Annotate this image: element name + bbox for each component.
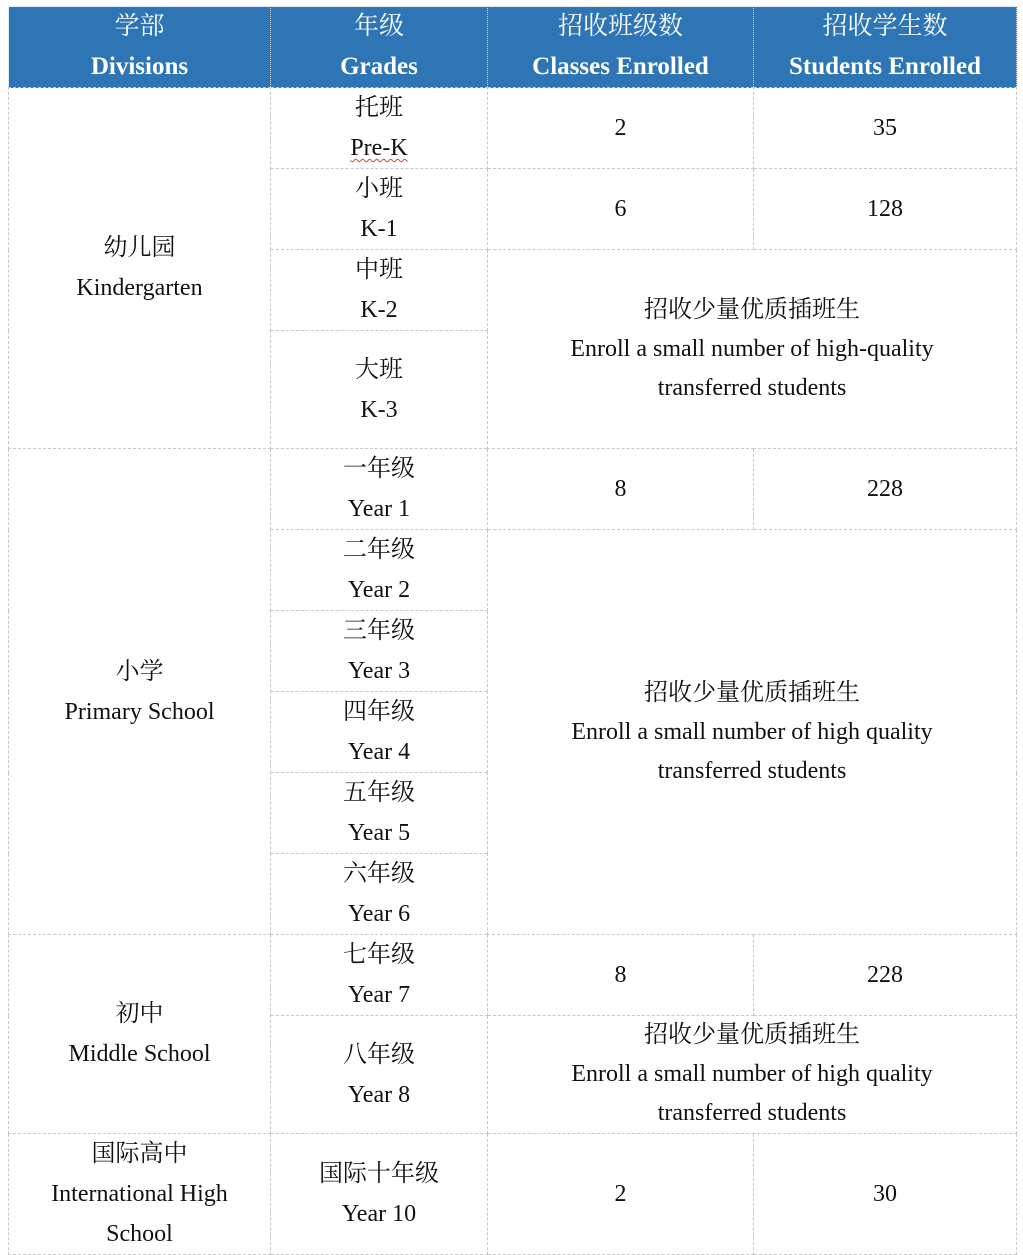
grade-zh: 六年级	[343, 861, 415, 887]
classes-cell: 6	[488, 169, 754, 250]
grade-cell	[271, 692, 488, 773]
grade-zh: 七年级	[343, 942, 415, 968]
grade-cell	[271, 854, 488, 935]
table-row	[9, 449, 1017, 530]
grade-zh: 国际十年级	[319, 1161, 439, 1187]
grade-en: Year 7	[347, 982, 411, 1008]
header-students	[754, 7, 1017, 88]
grade-cell	[271, 1134, 488, 1255]
transfer-note-cell	[488, 250, 1017, 449]
classes-cell: 8	[488, 935, 754, 1016]
note-zh: 招收少量优质插班生	[644, 296, 860, 323]
enrollment-table	[8, 6, 1017, 1255]
grade-zh: 四年级	[343, 699, 415, 725]
header-division	[9, 7, 271, 88]
students-cell: 128	[754, 169, 1017, 250]
note-en-line1: Enroll a small number of high quality	[571, 718, 933, 745]
division-zh: 幼儿园	[103, 235, 176, 261]
division-en: Kindergarten	[76, 275, 203, 301]
grade-en: K-2	[360, 297, 398, 323]
grade-zh: 大班	[355, 356, 403, 383]
grade-en: Year 8	[347, 1081, 411, 1108]
division-en: Middle School	[68, 1041, 211, 1067]
division-en-line2: School	[106, 1221, 173, 1247]
division-international-high-school	[9, 1134, 271, 1255]
classes-cell: 2	[488, 1134, 754, 1255]
grade-en: K-1	[360, 216, 398, 242]
header-classes	[488, 7, 754, 88]
grade-zh: 五年级	[343, 780, 415, 806]
header-students-en: Students Enrolled	[789, 53, 981, 80]
grade-cell	[271, 169, 488, 250]
grade-cell	[271, 449, 488, 530]
header-division-en: Divisions	[90, 53, 189, 80]
grade-cell	[271, 331, 488, 449]
grade-en-spellcheck: Pre-K	[350, 135, 408, 161]
table-row	[9, 88, 1017, 169]
note-en-line2: transferred students	[657, 757, 847, 784]
note-en-line1: Enroll a small number of high-quality	[570, 335, 934, 362]
grade-en: Year 3	[347, 658, 411, 684]
division-primary-school	[9, 449, 271, 935]
grade-en: Year 2	[347, 577, 411, 603]
students-cell: 228	[754, 449, 1017, 530]
grade-cell	[271, 611, 488, 692]
header-division-zh: 学部	[114, 13, 165, 40]
header-grade-en: Grades	[340, 53, 418, 80]
grade-zh: 一年级	[343, 456, 415, 482]
transfer-note-cell	[488, 530, 1017, 935]
division-zh: 小学	[115, 658, 164, 685]
grade-en: Year 5	[347, 820, 411, 846]
transfer-note-cell	[488, 1016, 1017, 1134]
header-row	[9, 7, 1017, 88]
division-en: Primary School	[64, 698, 215, 725]
grade-en: Year 6	[347, 901, 411, 927]
grade-zh: 小班	[355, 176, 403, 202]
students-cell: 228	[754, 935, 1017, 1016]
note-zh: 招收少量优质插班生	[644, 1022, 860, 1048]
classes-cell: 8	[488, 449, 754, 530]
grade-en: K-3	[360, 396, 398, 423]
division-zh: 初中	[115, 1001, 164, 1027]
grade-en: Year 10	[341, 1201, 417, 1227]
table-row	[9, 935, 1017, 1016]
table-row	[9, 1134, 1017, 1255]
grade-zh: 中班	[355, 257, 403, 283]
note-en-line1: Enroll a small number of high quality	[571, 1061, 933, 1087]
header-classes-en: Classes Enrolled	[532, 53, 709, 80]
grade-zh: 托班	[355, 95, 403, 121]
grade-cell	[271, 1016, 488, 1134]
header-classes-zh: 招收班级数	[557, 13, 683, 40]
grade-zh: 二年级	[343, 537, 415, 563]
note-zh: 招收少量优质插班生	[644, 679, 860, 706]
division-kindergarten	[9, 88, 271, 449]
students-cell: 35	[754, 88, 1017, 169]
classes-cell: 2	[488, 88, 754, 169]
grade-cell	[271, 773, 488, 854]
division-en-line1: International High	[51, 1181, 228, 1207]
grade-zh: 八年级	[343, 1041, 415, 1068]
header-students-zh: 招收学生数	[822, 13, 948, 40]
grade-zh: 三年级	[343, 618, 415, 644]
grade-cell	[271, 530, 488, 611]
division-zh: 国际高中	[91, 1141, 188, 1167]
grade-en: Year 4	[347, 739, 411, 765]
header-grade	[271, 7, 488, 88]
note-en-line2: transferred students	[657, 1100, 847, 1126]
note-en-line2: transferred students	[657, 374, 847, 401]
grade-cell	[271, 935, 488, 1016]
grade-en: Year 1	[347, 496, 411, 522]
grade-cell	[271, 250, 488, 331]
division-middle-school	[9, 935, 271, 1134]
header-grade-zh: 年级	[353, 13, 404, 40]
grade-cell	[271, 88, 488, 169]
students-cell: 30	[754, 1134, 1017, 1255]
